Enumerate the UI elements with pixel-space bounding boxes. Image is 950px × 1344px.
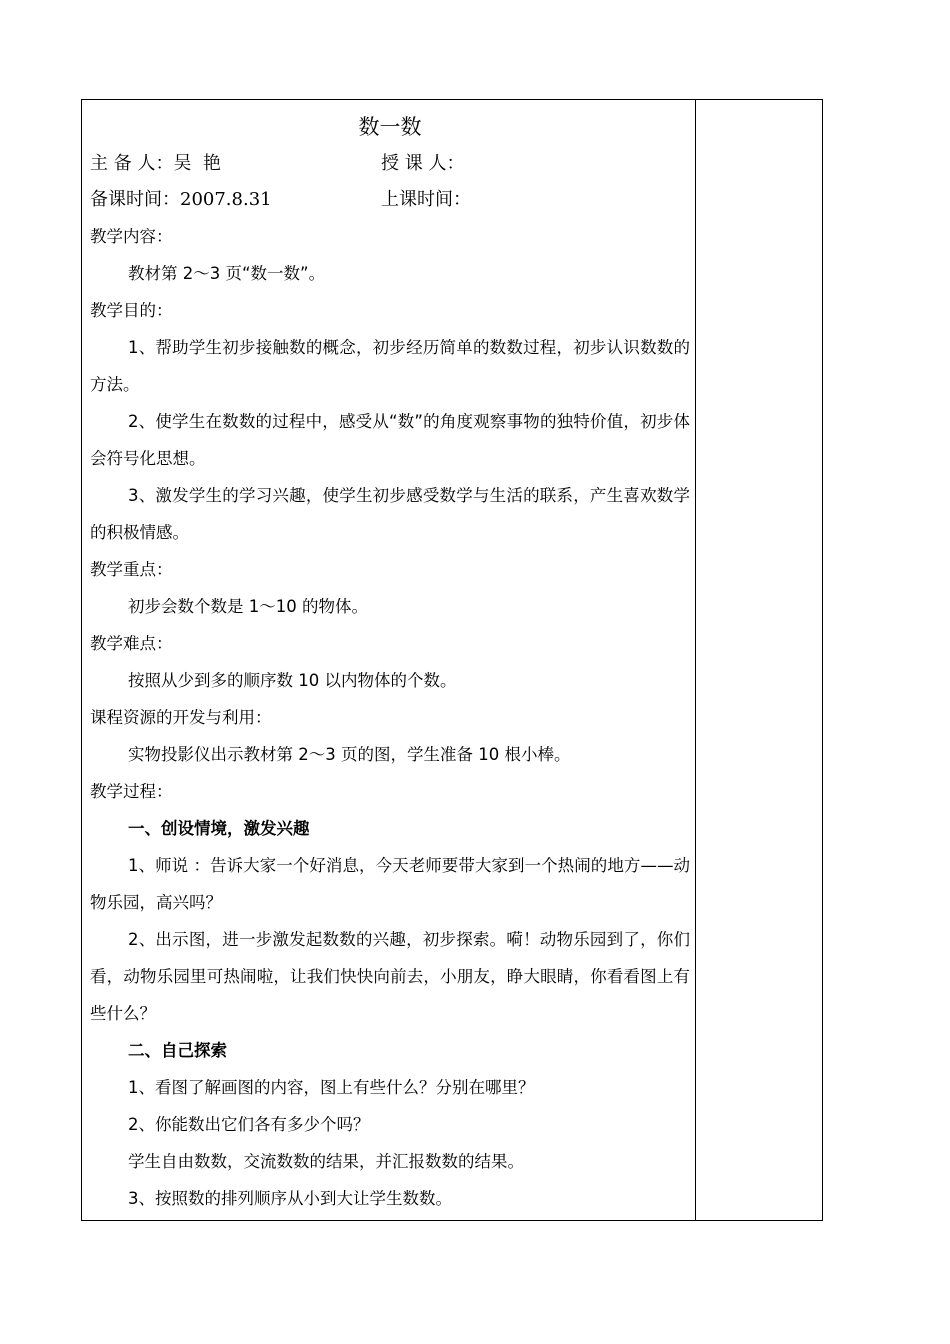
meta-row-people	[90, 146, 690, 182]
content-text: 教材第 2～3 页“数一数”。	[128, 264, 326, 283]
class-time-label: 上课时间：	[381, 189, 471, 210]
goal-item-3: 3、激发学生的学习兴趣，使学生初步感受数学与生活的联系，产生喜欢数学的积极情感。	[90, 486, 690, 542]
meta-row-time	[90, 182, 690, 218]
step2-heading: 二、自己探索	[128, 1041, 227, 1060]
teacher-label: 授 课 人：	[381, 153, 465, 174]
section-heading-key-points: 教学重点：	[90, 560, 173, 579]
step2-item-4: 3、按照数的排列顺序从小到大让学生数数。	[128, 1189, 452, 1208]
step1-heading: 一、创设情境，激发兴趣	[128, 819, 310, 838]
step2-item-1: 1、看图了解画图的内容，图上有些什么？分别在哪里？	[128, 1078, 535, 1097]
section-heading-content: 教学内容：	[90, 227, 173, 246]
table-column-divider	[695, 99, 696, 1221]
goal-item-1: 1、帮助学生初步接触数的概念，初步经历简单的数数过程，初步认识数数的方法。	[90, 338, 690, 394]
section-heading-goals: 教学目的：	[90, 301, 173, 320]
difficulties-text: 按照从少到多的顺序数 10 以内物体的个数。	[128, 671, 457, 690]
resources-text: 实物投影仪出示教材第 2～3 页的图，学生准备 10 根小棒。	[128, 745, 571, 764]
step2-item-3: 学生自由数数，交流数数的结果，并汇报数数的结果。	[128, 1152, 524, 1171]
preparer-label: 主 备 人：吴 艳	[90, 153, 221, 174]
prep-time-label: 备课时间：2007.8.31	[90, 189, 272, 210]
step1-item-2: 2、出示图，进一步激发起数数的兴趣，初步探索。嗬！动物乐园到了，你们看，动物乐园里可热闹啦，让我们快快向前去，小朋友，睁大眼睛，你看看图上有些什么？	[90, 930, 690, 1023]
step2-item-2: 2、你能数出它们各有多少个吗？	[128, 1115, 370, 1134]
section-heading-difficulties: 教学难点：	[90, 634, 173, 653]
page-title: 数一数	[358, 115, 422, 139]
step1-item-1: 1、师说 ：告诉大家一个好消息，今天老师要带大家到一个热闹的地方——动物乐园，高兴吗？	[90, 856, 690, 912]
section-heading-resources: 课程资源的开发与利用：	[90, 708, 272, 727]
key-points-text: 初步会数个数是 1～10 的物体。	[128, 597, 368, 616]
lesson-plan-content	[90, 110, 690, 1217]
goal-item-2: 2、使学生在数数的过程中，感受从“数”的角度观察事物的独特价值，初步体会符号化思想。	[90, 412, 690, 468]
section-heading-process: 教学过程：	[90, 782, 173, 801]
